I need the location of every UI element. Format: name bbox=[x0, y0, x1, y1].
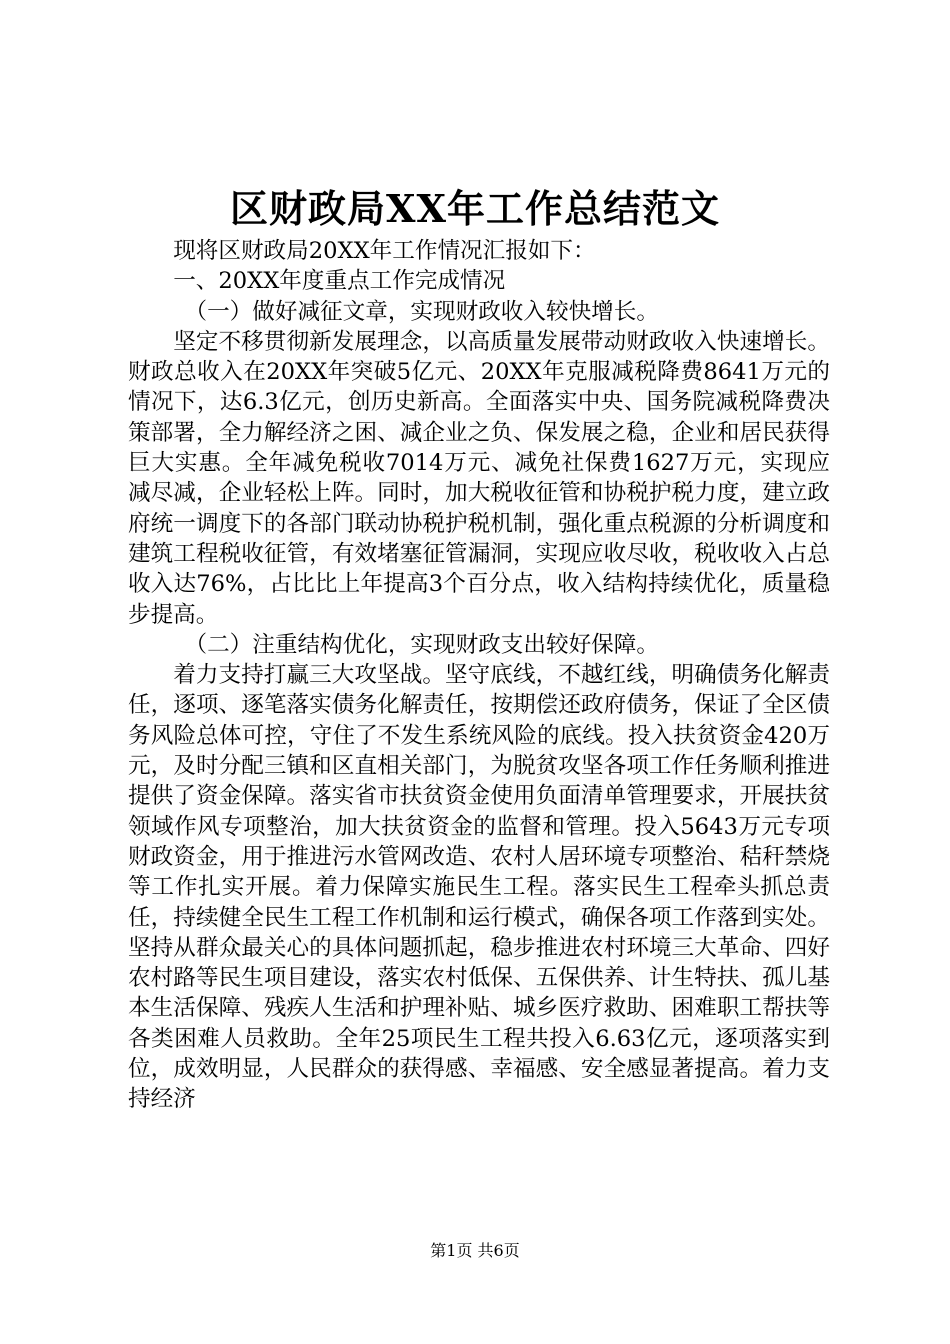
intro-paragraph: 现将区财政局20XX年工作情况汇报如下： bbox=[173, 238, 596, 264]
subsection-1-heading: （一）做好减征文章，实现财政收入较快增长。 bbox=[184, 298, 659, 325]
section-1-heading: 一、20XX年度重点工作完成情况 bbox=[173, 268, 506, 295]
subsection-2-body: 着力支持打赢三大攻坚战。坚守底线，不越红线，明确债务化解责任，逐项、逐笔落实债务化解责任，按期偿还政府债务，保证了全区债务风险总体可控，守住了不发生系统风险的底线。投入扶贫资金420万元，及时分配三镇和区直相关部门，为脱贫攻坚各项工作任务顺利推进提供了资金保障。落实省市扶贫资金使用负面清单管理要求，开展扶贫领域作风专项整治，加大扶贫资金的监督和管理。投入5643万元专项财政资金，用于推进污水管网改造、农村人居环境专项整治、秸秆禁烧等工作扎实开展。着力保障实施民生工程。落实民生工程牵头抓总责任，持续健全民生工程工作机制和运行模式，确保各项工作落到实处。坚持从群众最关心的具体问题抓起，稳步推进农村环境三大革命、四好农村路等民生项目建设，落实农村低保、五保供养、计生特扶、孤儿基本生活保障、残疾人生活和护理补贴、城乡医疗救助、困难职工帮扶等各类困难人员救助。全年25项民生工程共投入6.63亿元，逐项落实到位，成效明显，人民群众的获得感、幸福感、安全感显著提高。着力支持经济 bbox=[128, 662, 830, 1113]
subsection-1-body: 坚定不移贯彻新发展理念，以高质量发展带动财政收入快速增长。财政总收入在20XX年突破5亿元、20XX年克服减税降费8641万元的情况下，达6.3亿元，创历史新高。全面落实中央、国务院减税降费决策部署，全力解经济之困、减企业之负、保发展之稳，企业和居民获得巨大实惠。全年减免税收7014万元、减免社保费1627万元，实现应减尽减，企业轻松上阵。同时，加大税收征管和协税护税力度，建立政府统一调度下的各部门联动协税护税机制，强化重点税源的分析调度和建筑工程税收征管，有效堵塞征管漏洞，实现应收尽收，税收收入占总收入达76%，占比比上年提高3个百分点，收入结构持续优化，质量稳步提高。 bbox=[128, 328, 830, 628]
document-body bbox=[128, 236, 830, 1115]
document-title: 区财政局XX年工作总结范文 bbox=[230, 186, 720, 231]
page-number-footer: 第1页 共6页 bbox=[430, 1241, 520, 1260]
subsection-2-heading: （二）注重结构优化，实现财政支出较好保障。 bbox=[184, 631, 659, 658]
